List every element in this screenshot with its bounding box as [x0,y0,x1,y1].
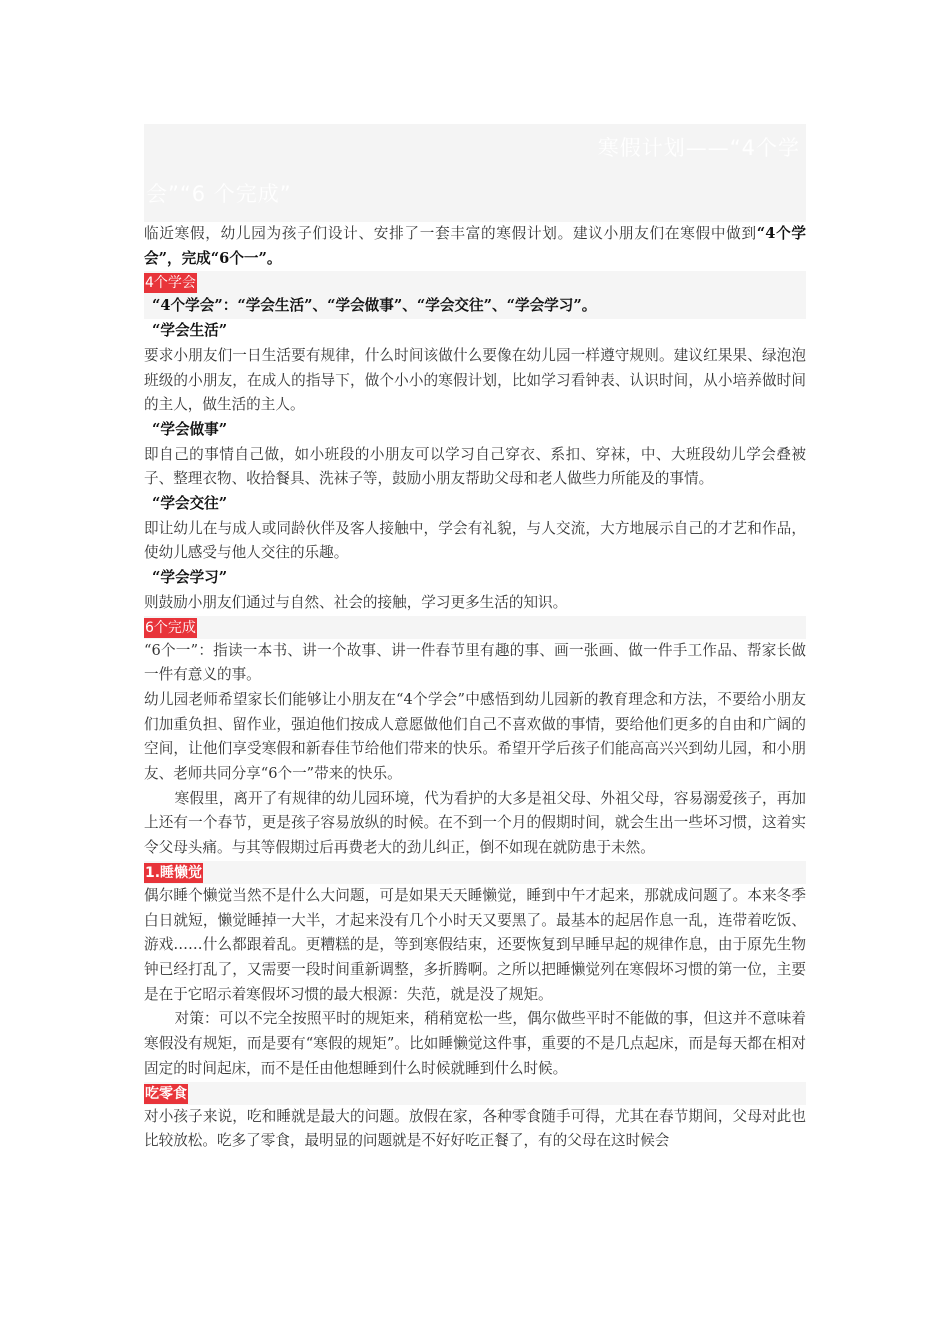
section-tag-sleep-in: 1.睡懒觉 [145,864,203,881]
document-page [144,124,806,1154]
item-text: 即自己的事情自己做，如小班段的小朋友可以学习自己穿衣、系扣、穿袜，中、大班段幼儿学会叠被子、整理衣物、收拾餐具、洗袜子等，鼓励小朋友帮助父母和老人做些力所能及的事情。 [144,445,806,488]
section-4-learn [144,271,806,319]
section-tag-4-learn: 4个学会 [145,275,196,292]
snacks-paragraph: 对小孩子来说，吃和睡就是最大的问题。放假在家，各种零食随手可得，尤其在春节期间，父母对此也比较放松。吃多了零食，最明显的问题就是不好好吃正餐了，有的父母在这时候会 [144,1107,806,1150]
item-text: 即让幼儿在与成人或同龄伙伴及客人接触中，学会有礼貌，与人交流，大方地展示自己的才艺和作品，使幼儿感受与他人交往的乐趣。 [144,519,806,562]
item-heading: “学会交往” [152,495,228,513]
item-text: 则鼓励小朋友们通过与自然、社会的接触，学习更多生活的知识。 [144,593,568,611]
section-6-complete [144,616,806,639]
title-line-1: 寒假计划——“4个学 [597,136,800,160]
item-heading: “学会做事” [152,420,228,438]
item-heading: “学会学习” [152,569,228,587]
sleep-in-paragraph: 偶尔睡个懒觉当然不是什么大问题，可是如果天天睡懒觉，睡到中午才起来，那就成问题了。本来冬季白日就短，懒觉睡掉一大半，才起来没有几个小时天又要黑了。最基本的起居作息一乱，连带着吃饭、游戏……什么都跟着乱。更糟糕的是，等到寒假结束，还要恢复到早睡早起的规律作息，由于原先生物钟已经打乱了，又需要一段时间重新调整，多折腾啊。之所以把睡懒觉列在寒假坏习惯的第一位，主要是在于它昭示着寒假坏习惯的最大根源：失范，就是没了规矩。 [144,886,806,1003]
intro-bold: “4个学会”，完成“6个一”。 [144,225,806,267]
section-summary: “4个学会”：“学会生活”、“学会做事”、“学会交往”、“学会学习”。 [152,297,597,315]
intro-paragraph [144,222,806,271]
section-snacks [144,1082,806,1105]
section-tag-6-complete: 6个完成 [145,619,196,636]
winter-break-paragraph: 寒假里，离开了有规律的幼儿园环境，代为看护的大多是祖父母、外祖父母，容易溺爱孩子，再加上还有一个春节，更是孩子容易放纵的时候。在不到一个月的假期时间，就会生出一些坏习惯，这着实令父母头痛。与其等假期过后再费老大的劲儿纠正，倒不如现在就防患于未然。 [144,789,806,857]
item-heading: “学会生活” [152,322,228,340]
teacher-hope-paragraph: 幼儿园老师希望家长们能够让小朋友在“4个学会”中感悟到幼儿园新的教育理念和方法，不要给小朋友们加重负担、留作业，强迫他们按成人意愿做他们自己不喜欢做的事情，要给他们更多的自由和广阔的空间，让他们享受寒假和新春佳节给他们带来的快乐。希望开学后孩子们能高高兴兴到幼儿园，和小朋友、老师共同分享“6个一”带来的快乐。 [144,690,806,783]
intro-text: 临近寒假，幼儿园为孩子们设计、安排了一套丰富的寒假计划。建议小朋友们在寒假中做到 [144,225,757,242]
sleep-in-countermeasure: 对策：可以不完全按照平时的规矩来，稍稍宽松一些，偶尔做些平时不能做的事，但这并不意味着寒假没有规矩，而是要有“寒假的规矩”。比如睡懒觉这件事，重要的不是几点起床，而是每天都在相对固定的时间起床，而不是任由他想睡到什么时候就睡到什么时候。 [144,1010,806,1077]
title-line-2: 会”“6 个完成” [146,182,292,206]
section-tag-snacks: 吃零食 [145,1085,187,1102]
section-sleep-in [144,861,806,884]
title-banner [144,124,806,222]
six-ones-paragraph: “6个一”：指读一本书、讲一个故事、讲一件春节里有趣的事、画一张画、做一件手工作品、帮家长做一件有意义的事。 [144,641,806,684]
item-text: 要求小朋友们一日生活要有规律，什么时间该做什么要像在幼儿园一样遵守规则。建议红果果、绿泡泡班级的小朋友，在成人的指导下，做个小小的寒假计划，比如学习看钟表、认识时间，从小培养做时间的主人，做生活的主人。 [144,346,806,414]
